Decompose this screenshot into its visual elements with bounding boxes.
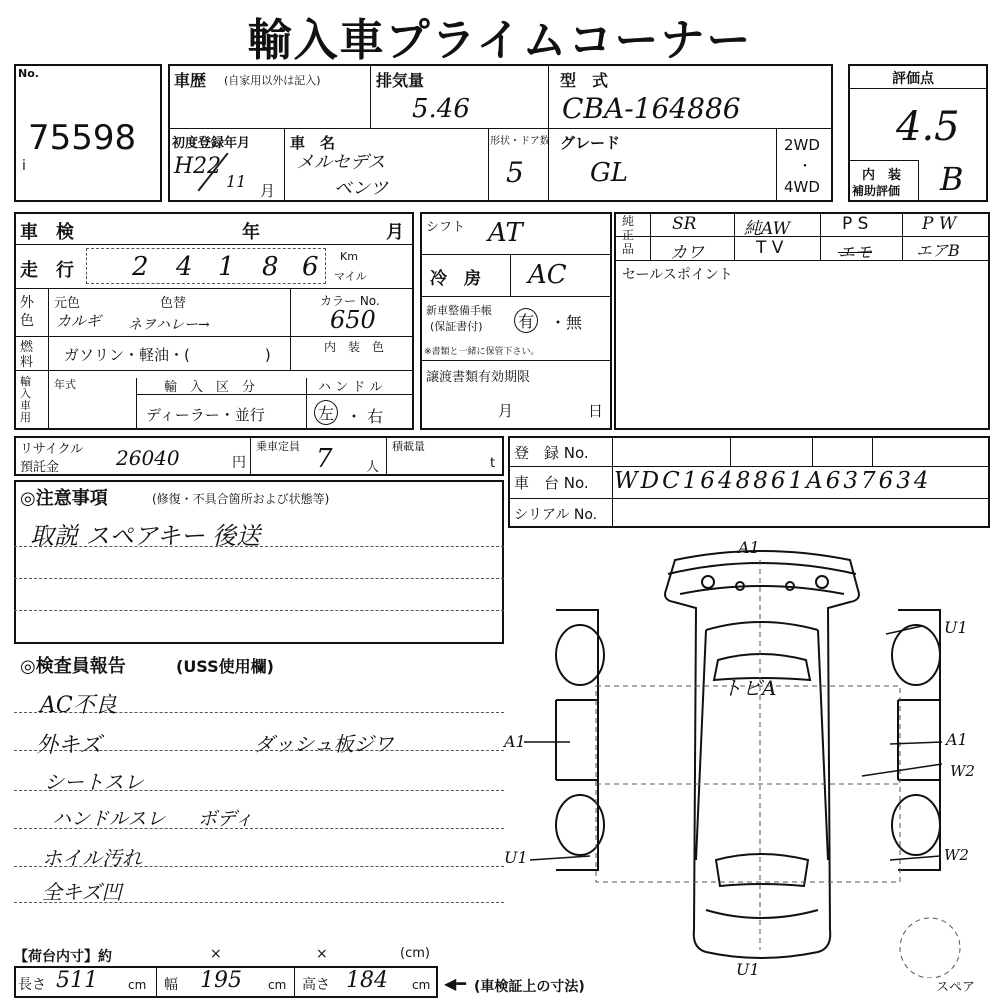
history-label: 車歴 <box>174 71 207 90</box>
rating-value: 4.5 <box>896 104 960 150</box>
damage-mark: A1 <box>946 730 968 749</box>
change-color-value: ネヲハレー→ <box>128 317 210 333</box>
fuel-label: 燃料 <box>20 340 34 370</box>
grade-value: GL <box>590 158 629 188</box>
manual-label-1: 新車整備手帳 <box>426 304 492 317</box>
sales-point-label: セールスポイント <box>622 267 733 283</box>
shift-label: シフト <box>426 220 466 235</box>
equip-airbag: エアB <box>916 241 960 260</box>
damage-mark: W2 <box>950 762 975 780</box>
transfer-day: 日 <box>588 402 604 420</box>
int-color-label: 内 装 色 <box>324 340 385 354</box>
length-value: 511 <box>56 968 98 993</box>
equip-aw: 純AW <box>744 219 791 239</box>
car-maker: メルセデス <box>296 152 386 173</box>
manual-note: ※書類と一緒に保管下さい。 <box>424 347 540 357</box>
first-reg-label: 初度登録年月 <box>172 136 251 151</box>
model-value: CBA-164886 <box>562 92 741 125</box>
odometer-digit: 1 <box>218 252 235 282</box>
cargo-x2: × <box>316 946 328 962</box>
damage-mark: A1 <box>504 732 526 751</box>
car-name: ベンツ <box>334 178 388 199</box>
reg-no-label: 登 録 No. <box>514 444 589 462</box>
dims-note: (車検証上の寸法) <box>474 979 585 995</box>
caution-label: ◎注意事項 <box>20 488 108 509</box>
caution-note: (修復・不具合箇所および状態等) <box>152 492 330 506</box>
first-reg-month: 11 <box>226 172 247 191</box>
spare-label: スペア <box>936 980 976 995</box>
inspector-line: 全キズ凹 <box>42 880 122 904</box>
inspector-line: ハンドルスレ <box>52 808 166 830</box>
import-class-value: ディーラー・並行 <box>146 406 265 424</box>
damage-mark: W2 <box>944 846 969 864</box>
drive-4wd: 4WD <box>784 178 820 196</box>
recycle-label-1: リサイクル <box>20 442 84 457</box>
height-value: 184 <box>346 968 388 993</box>
doors-value: 5 <box>506 156 524 189</box>
displacement-label: 排気量 <box>376 71 425 90</box>
shaken-label: 車 検 <box>20 222 74 243</box>
import-class-label: 輸 入 区 分 <box>164 380 256 395</box>
mileage-unit-km: Km <box>340 250 358 263</box>
import-year-label: 年式 <box>54 378 76 391</box>
arrow-left-icon: ◀━ <box>444 974 466 993</box>
recycle-label-2: 預託金 <box>20 460 60 475</box>
transfer-label: 譲渡書類有効期限 <box>426 370 531 385</box>
damage-mark: A1 <box>738 538 760 557</box>
grade-label: グレード <box>560 134 621 152</box>
capacity-unit: 人 <box>366 460 380 475</box>
import-label: 輸入車用 <box>20 375 31 424</box>
odometer-digit: 8 <box>262 252 279 282</box>
equip-tv: T V <box>756 238 784 258</box>
inspector-line: シートスレ <box>44 770 144 794</box>
height-unit: cm <box>412 978 431 992</box>
equipment-jun-label: 純正品 <box>622 214 635 256</box>
equip-ps: P S <box>842 214 869 234</box>
inspector-line: AC不良 <box>40 693 117 718</box>
orig-color-label: 元色 <box>54 296 81 311</box>
odometer-digit: 4 <box>176 252 193 282</box>
odometer-digit: 6 <box>302 252 319 282</box>
drive-2wd: 2WD <box>784 136 820 154</box>
color-no-label: カラー No. <box>320 294 380 308</box>
inspector-line: ボディ <box>198 808 254 830</box>
equip-leather: カワ <box>670 243 704 263</box>
handle-left: 左 <box>314 400 338 425</box>
aircon-value: AC <box>528 260 567 290</box>
inspector-label: ◎検査員報告 <box>20 656 126 677</box>
length-unit: cm <box>128 978 147 992</box>
lot-number-label: No. <box>18 67 39 80</box>
first-reg-month-unit: 月 <box>260 182 276 200</box>
doors-label: 形状・ドア数 <box>490 136 550 147</box>
first-reg-era: H22 <box>174 154 222 179</box>
damage-mark: U1 <box>736 960 760 979</box>
chassis-label: 車 台 No. <box>514 474 589 492</box>
odometer-digit: 2 <box>132 252 149 282</box>
ext-color-label: 外色 <box>20 295 34 329</box>
car-diagram <box>510 530 998 978</box>
damage-mark: トビA <box>722 676 777 700</box>
drive-dot: ・ <box>798 159 812 175</box>
capacity-label: 乗車定員 <box>256 440 300 453</box>
capacity-value: 7 <box>316 444 333 474</box>
car-name-label: 車 名 <box>290 134 336 152</box>
rating-label: 評価点 <box>892 71 934 87</box>
manual-no: ・無 <box>550 313 583 332</box>
mileage-label: 走 行 <box>20 260 74 281</box>
interior-label-2: 補助評価 <box>852 184 901 198</box>
transfer-month: 月 <box>498 402 514 420</box>
model-label: 型 式 <box>560 71 609 90</box>
orig-color-value: カルギ <box>56 312 102 330</box>
serial-label: シリアル No. <box>514 507 598 523</box>
inspector-line: 外キズ <box>36 733 102 758</box>
width-unit: cm <box>268 978 287 992</box>
manual-label-2: (保証書付) <box>430 320 483 333</box>
damage-mark: U1 <box>504 848 528 867</box>
width-value: 195 <box>200 968 242 993</box>
page-title: 輸入車プライムコーナー <box>247 15 753 66</box>
equip-emo: エモ <box>838 243 872 263</box>
aircon-label: 冷 房 <box>430 269 481 289</box>
cargo-x1: × <box>210 946 222 962</box>
load-unit: t <box>490 456 496 471</box>
recycle-value: 26040 <box>116 446 180 470</box>
damage-mark: U1 <box>944 618 968 637</box>
interior-value: B <box>940 160 964 198</box>
displacement-value: 5.46 <box>412 94 470 124</box>
handle-label: ハ ン ド ル <box>318 380 383 395</box>
color-no-value: 650 <box>330 306 376 334</box>
width-label: 幅 <box>164 977 178 993</box>
mileage-unit-mile: マイル <box>334 270 367 283</box>
odometer <box>86 248 326 284</box>
equip-sr: SR <box>672 214 697 234</box>
load-label: 積載量 <box>392 440 425 453</box>
fuel-value: ガソリン・軽油・( ) <box>64 346 271 364</box>
inspector-line: ダッシュ板ジワ <box>254 732 394 756</box>
inspector-line: ホイル汚れ <box>42 846 142 870</box>
caution-line: 取説 スペアキー 後送 <box>30 522 261 550</box>
shaken-month: 月 <box>386 222 404 243</box>
change-color-label: 色替 <box>160 296 187 311</box>
shaken-year: 年 <box>242 222 260 243</box>
shift-value: AT <box>488 218 523 248</box>
lot-number: 75598 <box>28 118 137 158</box>
length-label: 長さ <box>18 977 46 993</box>
lot-number-sub: i <box>22 158 26 174</box>
height-label: 高さ <box>302 977 330 993</box>
equip-pw: P W <box>922 214 957 234</box>
handle-right: ・ 右 <box>346 407 384 426</box>
inspector-note: (USS使用欄) <box>176 657 274 676</box>
chassis-value: WDC1648861A637634 <box>614 468 932 494</box>
interior-label-1: 内 装 <box>862 168 902 183</box>
cargo-label: 【荷台内寸】約 <box>14 949 112 965</box>
manual-yes: 有 <box>514 308 538 333</box>
history-note: (自家用以外は記入) <box>224 74 321 87</box>
cargo-unit: (cm) <box>400 946 430 961</box>
recycle-unit: 円 <box>232 455 246 471</box>
